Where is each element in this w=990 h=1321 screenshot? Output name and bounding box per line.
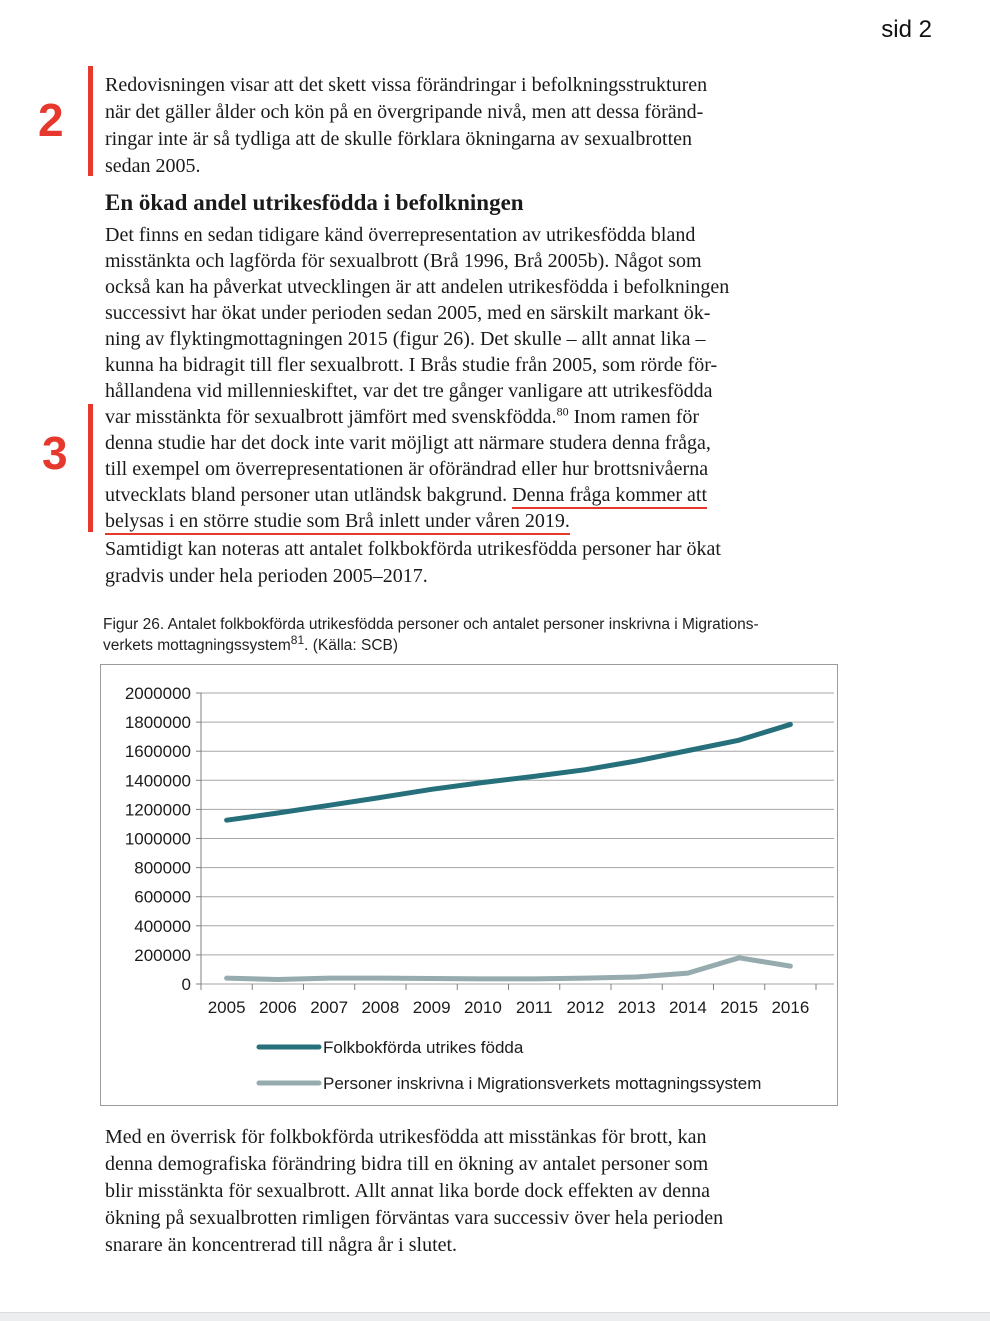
text-line: Redovisningen visar att det skett vissa förändringar i befolkningsstrukturen <box>105 74 708 96</box>
text-line: också kan ha påverkat utvecklingen är att andelen utrikesfödda i befolkningen <box>105 276 730 298</box>
x-axis-label: 2010 <box>463 998 502 1017</box>
x-axis-label: 2014 <box>668 998 707 1017</box>
paragraph-4 <box>105 1124 723 1259</box>
paragraph-2 <box>105 222 729 534</box>
y-axis-label: 800000 <box>134 858 191 878</box>
text-line <box>105 508 729 534</box>
y-axis-label: 400000 <box>134 916 191 936</box>
text-line: ökning på sexualbrotten rimligen förväntas vara successiv över hela perioden <box>105 1207 724 1229</box>
text-line: Med en överrisk för folkbokförda utrikesfödda att misstänkas för brott, kan <box>105 1126 707 1148</box>
text-line: Samtidigt kan noteras att antalet folkbokförda utrikesfödda personer har ökat <box>105 538 721 560</box>
y-axis-label: 1200000 <box>124 800 191 820</box>
page-number-label: sid 2 <box>881 16 932 43</box>
x-axis-label: 2016 <box>771 998 810 1017</box>
text-line: successivt har ökat under perioden sedan 2005, med en särskilt markant ök- <box>105 302 711 324</box>
text-segment: utvecklats bland personer utan utländsk bakgrund. <box>105 484 513 506</box>
text-line <box>105 404 729 430</box>
text-line: ning av flyktingmottagningen 2015 (figur 26). Det skulle – allt annat lika – <box>105 328 706 350</box>
text-line: till exempel om överrepresentationen är oförändrad eller hur brottsnivåerna <box>105 458 709 480</box>
line-chart <box>101 665 837 1105</box>
y-axis-label: 1800000 <box>124 713 191 733</box>
text-line: misstänkta och lagförda för sexualbrott (Brå 1996, Brå 2005b). Något som <box>105 250 702 272</box>
y-axis-label: 600000 <box>134 887 191 907</box>
text-line <box>105 482 729 508</box>
paragraph-3 <box>105 536 721 590</box>
text-line: ringar inte är så tydliga att de skulle förklara ökningarna av sexualbrotten <box>105 128 693 150</box>
legend-label: Personer inskrivna i Migrationsverkets mottagningssystem <box>323 1074 762 1093</box>
figure-caption <box>103 614 759 656</box>
y-axis-label: 1000000 <box>124 829 191 849</box>
text-line: sedan 2005. <box>105 155 201 177</box>
text-line: blir misstänkta för sexualbrott. Allt annat lika borde dock effekten av denna <box>105 1180 711 1202</box>
text-line: hållandena vid millennieskiftet, var det tre gånger vanligare att utrikesfödda <box>105 380 713 402</box>
y-axis-label: 1400000 <box>124 771 191 791</box>
y-axis-label: 1600000 <box>124 742 191 762</box>
red-underlined-text: belysas i en större studie som Brå inlett under våren 2019. <box>105 510 570 535</box>
red-underlined-text: Denna fråga kommer att <box>512 484 707 509</box>
paragraph-1 <box>105 72 707 180</box>
margin-marker-3: 3 <box>42 427 68 479</box>
chart-series-line <box>227 724 791 820</box>
x-axis-label: 2012 <box>566 998 605 1017</box>
legend-label: Folkbokförda utrikes födda <box>323 1038 524 1057</box>
text-segment: var misstänkta för sexualbrott jämfört med svenskfödda. <box>105 406 557 428</box>
text-segment: Inom ramen för <box>568 406 700 428</box>
x-axis-label: 2007 <box>310 998 349 1017</box>
footer-bar <box>0 1312 990 1321</box>
y-axis-label: 0 <box>181 975 191 994</box>
chart-series-line <box>227 958 791 980</box>
x-axis-label: 2008 <box>361 998 400 1017</box>
text-line: Det finns en sedan tidigare känd överrepresentation av utrikesfödda bland <box>105 224 696 246</box>
text-line: gradvis under hela perioden 2005–2017. <box>105 565 428 587</box>
text-line: snarare än koncentrerad till några år i slutet. <box>105 1234 458 1256</box>
caption-line <box>103 632 759 656</box>
x-axis-label: 2013 <box>617 998 656 1017</box>
text-segment: verkets mottagningssystem <box>103 637 291 654</box>
margin-marker-2: 2 <box>38 94 64 146</box>
x-axis-label: 2006 <box>258 998 297 1017</box>
section-heading: En ökad andel utrikesfödda i befolkningen <box>105 190 524 215</box>
caption-line: Figur 26. Antalet folkbokförda utrikesfödda personer och antalet personer inskrivna i Migrations- <box>103 616 759 633</box>
text-line: när det gäller ålder och kön på en övergripande nivå, men att dessa föränd- <box>105 101 704 123</box>
x-axis-label: 2015 <box>720 998 759 1017</box>
figure-26-chart <box>100 664 838 1106</box>
x-axis-label: 2011 <box>515 998 553 1017</box>
footnote-ref-81: 81 <box>290 632 305 647</box>
x-axis-label: 2009 <box>412 998 451 1017</box>
text-line: kunna ha bidragit till fler sexualbrott. I Brås studie från 2005, som rörde för- <box>105 354 718 376</box>
text-line: denna demografiska förändring bidra till en ökning av antalet personer som <box>105 1153 709 1175</box>
margin-bar-2 <box>88 66 93 176</box>
text-segment: . (Källa: SCB) <box>304 637 399 654</box>
y-axis-label: 2000000 <box>124 684 191 703</box>
text-line: denna studie har det dock inte varit möjligt att närmare studera denna fråga, <box>105 432 711 454</box>
y-axis-label: 200000 <box>134 945 191 965</box>
margin-bar-3 <box>88 404 93 532</box>
footnote-ref-80: 80 <box>556 404 569 419</box>
x-axis-label: 2005 <box>207 998 246 1017</box>
